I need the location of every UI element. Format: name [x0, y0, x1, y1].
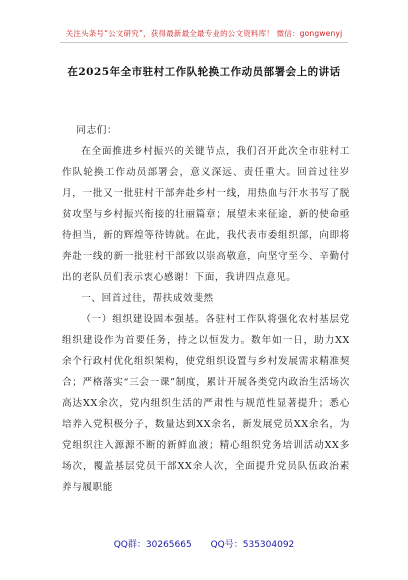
header-divider: [60, 42, 348, 43]
footer-contacts: [0, 537, 408, 550]
greeting: 同志们：: [76, 125, 118, 136]
section-heading: 一、回首过往，帮扶成效斐然: [81, 293, 214, 304]
promo-text: 关注头条号“公文研究”，获得最新最全最专业的公文资料库！ 微信：gongwenyj: [65, 29, 343, 38]
qq-group: QQ群：30265665: [113, 540, 192, 550]
document-body: [62, 120, 350, 498]
promo-banner: [0, 28, 408, 39]
intro-paragraph: 在全面推进乡村振兴的关键节点，我们召开此次全市驻村工作队轮换工作动员部署会，意义深远、责任重大。回首过往岁月，一批又一批驻村干部奔赴乡村一线，用热血与汗水书写了脱贫攻坚与乡村振兴衔接的壮丽篇章；展望未来征途，新的使命亟待担当，新的辉煌等待铸就。在此，我代表市委组织部，向即将奔赴一线的新一批驻村干部致以崇高敬意，向坚守至今、辛勤付出的老队员们表示衷心感谢！下面，我讲四点意见。: [62, 146, 350, 283]
section-paragraph: （一）组织建设固本强基。各驻村工作队将强化农村基层党组织建设作为首要任务，持之以恒发力。数年如一日，助力XX余个行政村优化组织架构，使党组织设置与乡村发展需求精准契合；严格落实“三会一课”制度，累计开展各类党内政治生活场次高达XX余次，党内组织生活的严肃性与规范性显著提升；悉心培养入党积极分子，数量达到XX余名，新发展党员XX余名，为党组织注入源源不断的新鲜血液；精心组织党务培训活动XX多场次，覆盖基层党员干部XX余人次，全面提升党员队伍政治素养与履职能: [62, 314, 350, 493]
page-title: 在2025年全市驻村工作队轮换工作动员部署会上的讲话: [67, 66, 341, 78]
qq-number: QQ号：535304092: [210, 540, 295, 550]
